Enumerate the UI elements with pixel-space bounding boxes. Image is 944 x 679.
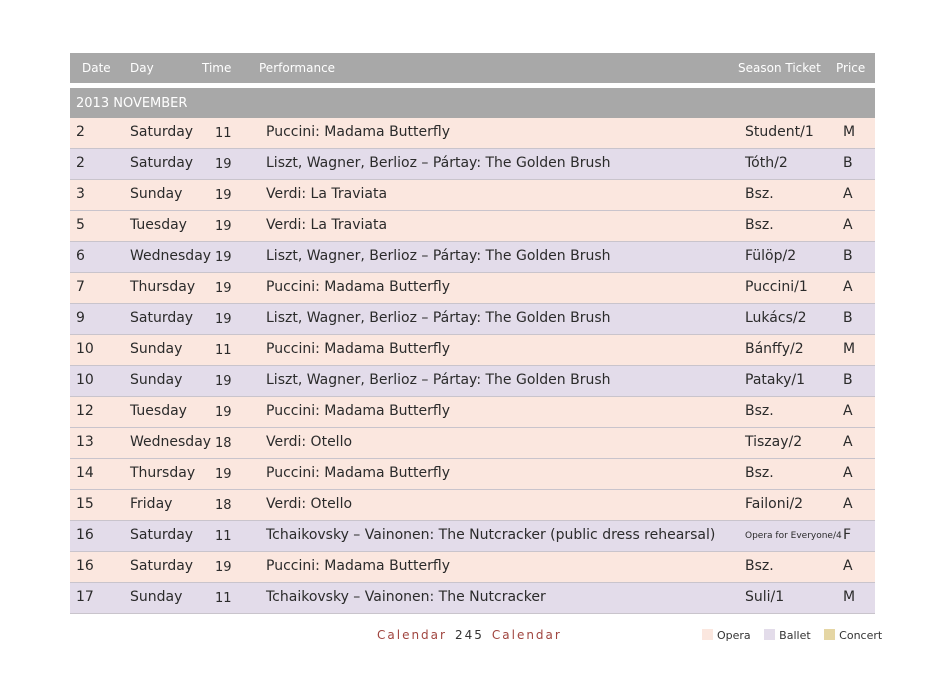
legend-ballet-label: Ballet [779,629,811,642]
row-day: Saturday [130,527,194,543]
row-performance: Verdi: Otello [266,434,353,450]
table-row [70,211,875,242]
row-date: 5 [76,217,85,233]
row-season-ticket: Tiszay/2 [745,434,803,450]
row-day: Thursday [130,279,196,295]
row-day: Tuesday [130,403,187,419]
row-day: Wednesday [130,434,212,450]
row-price: A [843,403,853,419]
row-price: A [843,496,853,512]
row-day: Wednesday [130,248,212,264]
row-date: 12 [76,403,94,419]
table-row [70,397,875,428]
table-row [70,459,875,490]
table-row [70,273,875,304]
row-day: Sunday [130,589,183,605]
row-performance: Verdi: La Traviata [266,186,388,202]
row-date: 6 [76,248,85,264]
row-date: 13 [76,434,94,450]
row-performance: Tchaikovsky – Vainonen: The Nutcracker (public dress rehearsal) [266,527,716,543]
table-row [70,490,875,521]
row-time: 19 [215,467,232,482]
row-time: 19 [215,312,232,327]
row-price: A [843,186,853,202]
row-day: Friday [130,496,173,512]
row-performance: Puccini: Madama Butterfly [266,124,451,140]
table-row [70,180,875,211]
table-row [70,118,875,149]
header-performance: Performance [259,61,336,75]
row-price: A [843,217,853,233]
row-performance: Liszt, Wagner, Berlioz – Pártay: The Golden Brush [266,372,611,388]
row-price: F [843,527,852,543]
row-day: Saturday [130,155,194,171]
row-price: A [843,465,853,481]
row-performance: Verdi: Otello [266,496,353,512]
row-performance: Tchaikovsky – Vainonen: The Nutcracker [266,589,546,605]
row-time: 11 [215,126,232,141]
row-day: Sunday [130,186,183,202]
row-performance: Liszt, Wagner, Berlioz – Pártay: The Golden Brush [266,248,611,264]
row-price: M [843,589,856,605]
row-date: 10 [76,341,94,357]
row-day: Saturday [130,124,194,140]
table-row [70,428,875,459]
header-day: Day [130,61,154,75]
row-time: 11 [215,529,232,544]
row-price: B [843,155,853,171]
row-price: M [843,341,856,357]
row-price: B [843,372,853,388]
month-section-header [70,88,875,118]
row-season-ticket: Failoni/2 [745,496,804,512]
row-performance: Puccini: Madama Butterfly [266,403,451,419]
legend-opera-label: Opera [717,629,751,642]
legend-concert [824,629,882,642]
row-season-ticket: Lukács/2 [745,310,807,326]
row-price: B [843,310,853,326]
header-time: Time [202,61,232,75]
row-date: 16 [76,527,94,543]
row-date: 17 [76,589,94,605]
row-date: 9 [76,310,85,326]
page-footer [377,628,562,642]
table-row [70,583,875,614]
row-season-ticket: Bsz. [745,558,774,574]
row-performance: Puccini: Madama Butterfly [266,341,451,357]
header-season-ticket: Season Ticket [738,61,821,75]
row-day: Sunday [130,341,183,357]
concert-swatch [824,629,835,640]
header-date: Date [82,61,111,75]
row-season-ticket: Bánffy/2 [745,341,804,357]
row-season-ticket: Puccini/1 [745,279,808,295]
ballet-swatch [764,629,775,640]
row-day: Saturday [130,558,194,574]
table-header [70,53,875,83]
row-price: B [843,248,853,264]
row-season-ticket: Suli/1 [745,589,785,605]
row-day: Tuesday [130,217,187,233]
row-season-ticket: Student/1 [745,124,814,140]
legend [702,629,892,642]
table-row [70,149,875,180]
page-number: 245 [454,628,484,642]
row-season-ticket: Pataky/1 [745,372,805,388]
month-title: 2013 NOVEMBER [76,96,188,111]
legend-opera [702,629,751,642]
row-time: 19 [215,560,232,575]
row-time: 19 [215,219,232,234]
row-performance: Liszt, Wagner, Berlioz – Pártay: The Golden Brush [266,310,611,326]
row-season-ticket: Bsz. [745,186,774,202]
legend-ballet [764,629,810,642]
row-date: 10 [76,372,94,388]
calendar-table [70,53,875,614]
footer-left-label: Calendar [377,628,447,642]
row-time: 19 [215,374,232,389]
table-row [70,521,875,552]
row-time: 19 [215,157,232,172]
row-time: 19 [215,405,232,420]
row-date: 3 [76,186,85,202]
opera-swatch [702,629,713,640]
row-time: 18 [215,436,232,451]
row-time: 11 [215,343,232,358]
header-price: Price [836,61,866,75]
row-season-ticket: Bsz. [745,403,774,419]
row-time: 11 [215,591,232,606]
table-row [70,366,875,397]
row-date: 15 [76,496,94,512]
row-season-ticket: Bsz. [745,217,774,233]
row-date: 2 [76,155,85,171]
row-day: Saturday [130,310,194,326]
row-date: 7 [76,279,85,295]
row-season-ticket: Bsz. [745,465,774,481]
row-price: A [843,558,853,574]
row-season-ticket: Opera for Everyone/4 [745,531,842,541]
row-price: M [843,124,856,140]
row-performance: Puccini: Madama Butterfly [266,558,451,574]
legend-concert-label: Concert [839,629,883,642]
row-season-ticket: Fülöp/2 [745,248,797,264]
row-performance: Liszt, Wagner, Berlioz – Pártay: The Golden Brush [266,155,611,171]
row-day: Sunday [130,372,183,388]
row-price: A [843,434,853,450]
table-body [70,118,875,614]
row-time: 19 [215,250,232,265]
row-time: 19 [215,281,232,296]
row-date: 16 [76,558,94,574]
table-row [70,304,875,335]
row-price: A [843,279,853,295]
row-date: 14 [76,465,94,481]
row-season-ticket: Tóth/2 [745,155,788,171]
row-performance: Puccini: Madama Butterfly [266,465,451,481]
row-time: 18 [215,498,232,513]
row-performance: Puccini: Madama Butterfly [266,279,451,295]
row-day: Thursday [130,465,196,481]
table-row [70,552,875,583]
table-row [70,242,875,273]
table-row [70,335,875,366]
row-performance: Verdi: La Traviata [266,217,388,233]
footer-right-label: Calendar [491,628,562,642]
row-date: 2 [76,124,85,140]
row-time: 19 [215,188,232,203]
